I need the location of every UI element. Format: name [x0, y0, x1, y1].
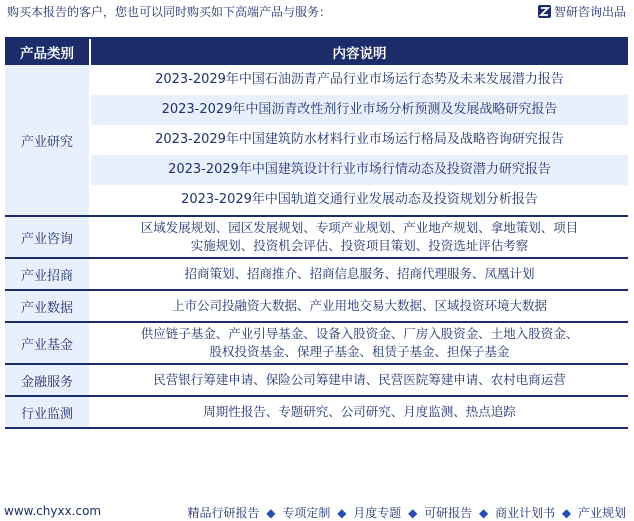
- report-item[interactable]: 2023-2029年中国建筑设计行业市场行情动态及投资潜力研究报告: [91, 155, 628, 185]
- content-cell: [91, 259, 628, 289]
- service-item[interactable]: 商业计划书: [495, 506, 556, 520]
- service-item[interactable]: 产业规划: [577, 506, 626, 520]
- brand-text: 智研咨询出品: [553, 5, 626, 19]
- content-cell: [91, 291, 628, 321]
- report-item[interactable]: 2023-2029年中国轨道交通行业发展动态及投资规划分析报告: [181, 192, 538, 207]
- separator-icon: ◆: [479, 506, 489, 520]
- category-cell: 产业数据: [5, 291, 89, 321]
- content-cell: [91, 217, 628, 257]
- content-cell: [91, 365, 628, 395]
- table-header: [5, 37, 628, 65]
- site-url[interactable]: www.chyxx.com: [4, 504, 102, 518]
- content-line: 供应链子基金、产业引导基金、设备入股资金、厂房入股资金、土地入股资金、: [140, 326, 579, 341]
- table-row: [5, 397, 628, 429]
- header-content: 内容说明: [91, 39, 628, 65]
- content-line: 周期性报告、专题研究、公司研究、月度监测、热点追踪: [203, 404, 516, 419]
- content-line: 上市公司投融资大数据、产业用地交易大数据、区域投资环境大数据: [171, 298, 547, 313]
- content-line: 实施规划、投资机会评估、投资项目策划、投资选址评估考察: [190, 238, 529, 253]
- service-item[interactable]: 精品行研报告: [187, 506, 260, 520]
- content-line: 招商策划、招商推介、招商信息服务、招商代理服务、凤凰计划: [184, 266, 535, 281]
- content-line: 区域发展规划、园区发展规划、专项产业规划、产业地产规划、拿地策划、项目: [140, 220, 579, 235]
- table-row: [5, 365, 628, 397]
- category-cell: 行业监测: [5, 397, 89, 427]
- zhiyan-logo-icon: [538, 5, 551, 18]
- intro-text: 购买本报告的客户，您也可以同时购买如下高端产品与服务：: [7, 5, 332, 19]
- category-cell: 产业基金: [5, 323, 89, 363]
- content-line: 股权投资基金、保理子基金、租赁子基金、担保子基金: [209, 344, 510, 359]
- table-row-research: [5, 65, 628, 217]
- table-row: [5, 323, 628, 365]
- content-cell: [91, 323, 628, 363]
- table-row: [5, 217, 628, 259]
- report-item[interactable]: 2023-2029年中国沥青改性剂行业市场分析预测及发展战略研究报告: [91, 95, 628, 125]
- report-item[interactable]: 2023-2029年中国建筑防水材料行业市场运行格局及战略咨询研究报告: [155, 132, 564, 147]
- separator-icon: ◆: [408, 506, 418, 520]
- brand: [538, 3, 626, 20]
- content-cell: [91, 397, 628, 427]
- separator-icon: ◆: [337, 506, 347, 520]
- separator-icon: ◆: [266, 506, 276, 520]
- top-bar: [0, 0, 634, 22]
- table-row: [5, 291, 628, 323]
- category-cell: 产业咨询: [5, 217, 89, 257]
- category-cell: 产业研究: [5, 65, 89, 215]
- content-line: 民营银行筹建申请、保险公司筹建申请、民营医院筹建申请、农村电商运营: [153, 372, 566, 387]
- header-category: 产品类别: [5, 39, 89, 65]
- table-row: [5, 259, 628, 291]
- product-table: [5, 37, 628, 429]
- service-item[interactable]: 可研报告: [424, 506, 473, 520]
- report-list: [91, 65, 628, 215]
- service-list: [187, 504, 626, 521]
- service-item[interactable]: 月度专题: [353, 506, 402, 520]
- footer: [0, 500, 634, 521]
- category-cell: 产业招商: [5, 259, 89, 289]
- separator-icon: ◆: [561, 506, 572, 520]
- category-cell: 金融服务: [5, 365, 89, 395]
- service-item[interactable]: 专项定制: [282, 506, 331, 520]
- report-item[interactable]: 2023-2029年中国石油沥青产品行业市场运行态势及未来发展潜力报告: [155, 72, 564, 87]
